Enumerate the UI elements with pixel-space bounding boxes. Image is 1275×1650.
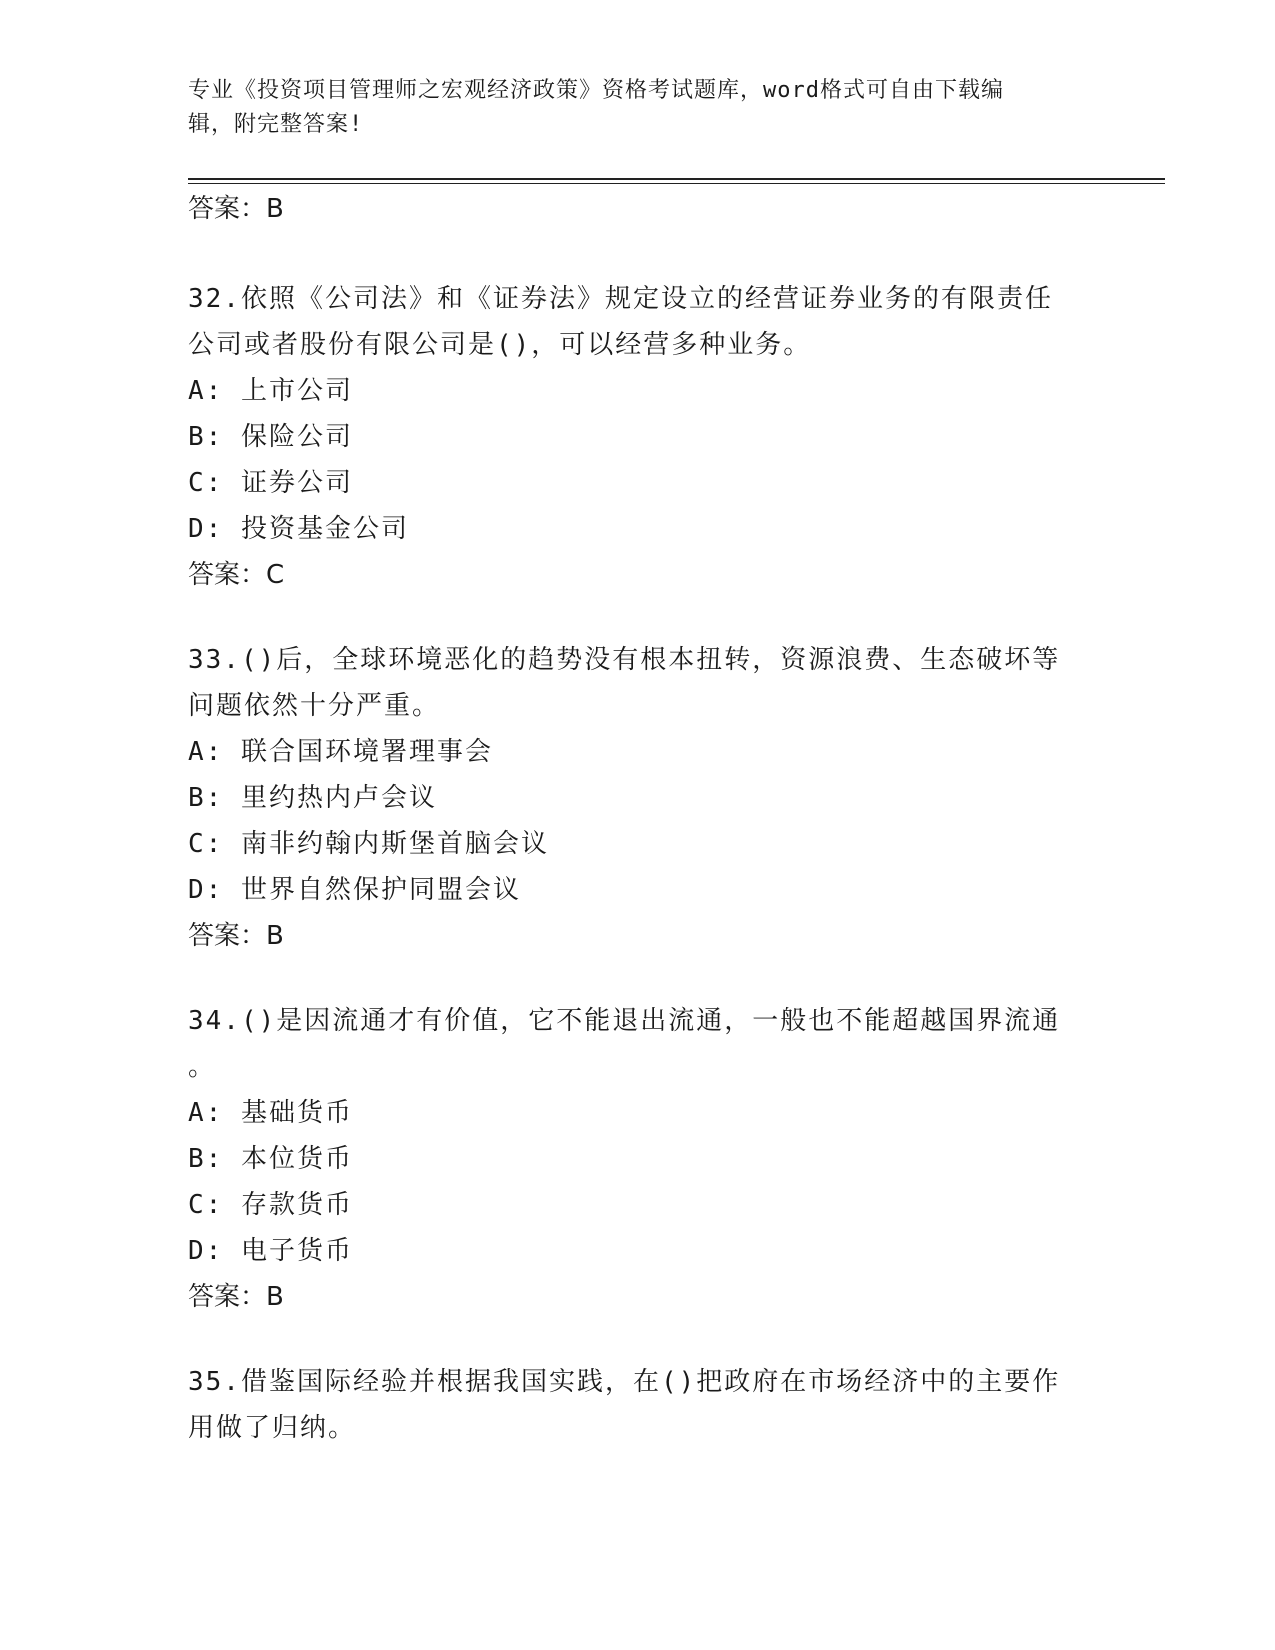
answer: 答案：B xyxy=(188,921,284,951)
header-rule-thick xyxy=(188,178,1165,180)
question-text-line-2: 问题依然十分严重。 xyxy=(188,691,441,721)
question-text-line-1: 33.()后，全球环境恶化的趋势没有根本扭转，资源浪费、生态破坏等 xyxy=(188,645,1061,675)
option-d: D: 投资基金公司 xyxy=(188,514,409,544)
document-header xyxy=(188,74,1088,142)
question-32 xyxy=(188,276,1088,598)
question-34 xyxy=(188,998,1088,1320)
option-b: B: 保险公司 xyxy=(188,422,353,452)
header-line-2: 辑，附完整答案! xyxy=(188,112,364,137)
header-rule-thin xyxy=(188,183,1165,184)
question-text-line-2: 。 xyxy=(188,1052,217,1082)
option-a: A: 联合国环境署理事会 xyxy=(188,737,493,767)
question-text-line-1: 34.()是因流通才有价值，它不能退出流通，一般也不能超越国界流通 xyxy=(188,1006,1061,1036)
answer: 答案：C xyxy=(188,560,285,590)
option-c: C: 南非约翰内斯堡首脑会议 xyxy=(188,829,549,859)
option-c: C: 证券公司 xyxy=(188,468,353,498)
answer: 答案：B xyxy=(188,1282,284,1312)
option-d: D: 电子货币 xyxy=(188,1236,353,1266)
previous-answer: 答案：B xyxy=(188,194,284,224)
question-33 xyxy=(188,637,1088,959)
option-d: D: 世界自然保护同盟会议 xyxy=(188,875,521,905)
question-text-line-1: 35.借鉴国际经验并根据我国实践，在()把政府在市场经济中的主要作 xyxy=(188,1367,1061,1397)
header-line-1: 专业《投资项目管理师之宏观经济政策》资格考试题库，word格式可自由下载编 xyxy=(188,78,1004,103)
option-c: C: 存款货币 xyxy=(188,1190,353,1220)
option-a: A: 基础货币 xyxy=(188,1098,353,1128)
question-text-line-2: 用做了归纳。 xyxy=(188,1413,357,1443)
question-35 xyxy=(188,1359,1088,1451)
option-b: B: 里约热内卢会议 xyxy=(188,783,437,813)
option-b: B: 本位货币 xyxy=(188,1144,353,1174)
question-text-line-2: 公司或者股份有限公司是()，可以经营多种业务。 xyxy=(188,330,812,360)
question-text-line-1: 32.依照《公司法》和《证券法》规定设立的经营证券业务的有限责任 xyxy=(188,284,1053,314)
option-a: A: 上市公司 xyxy=(188,376,353,406)
